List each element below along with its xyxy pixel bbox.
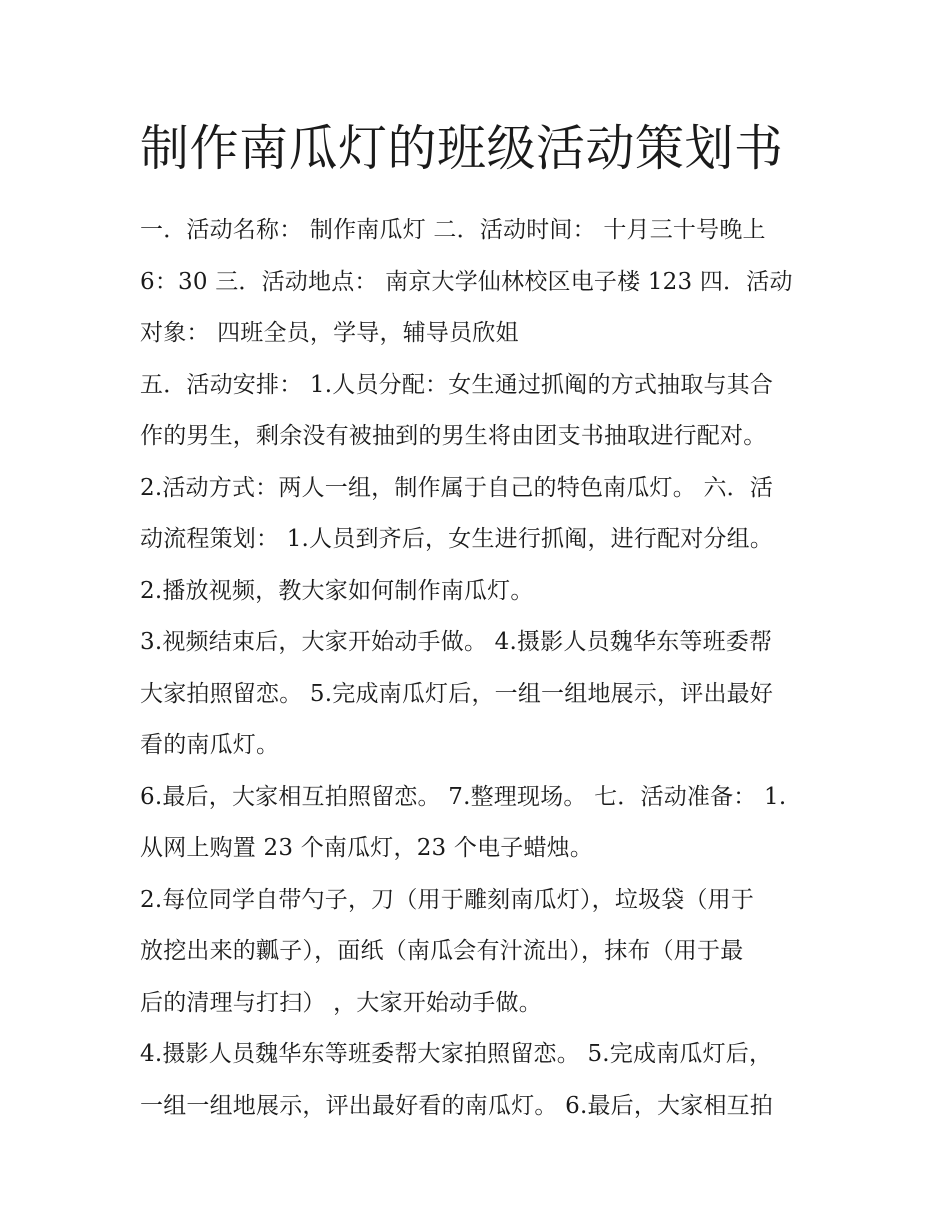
- body-line: 6：30 三．活动地点： 南京大学仙林校区电子楼 123 四．活动: [140, 268, 793, 295]
- body-line: 对象： 四班全员，学导，辅导员欣姐: [140, 320, 519, 346]
- body-line: 4.摄影人员魏华东等班委帮大家拍照留恋。 5.完成南瓜灯后，: [140, 1041, 773, 1067]
- body-line: 6.最后，大家相互拍照留恋。 7.整理现场。 七．活动准备： 1.: [140, 783, 787, 810]
- body-line: 作的男生，剩余没有被抽到的男生将由团支书抽取进行配对。: [140, 423, 767, 449]
- body-line: 看的南瓜灯。: [140, 732, 280, 758]
- body-line: 放挖出来的瓤子），面纸（南瓜会有汁流出），抹布（用于最: [140, 938, 744, 964]
- document-content: [140, 118, 815, 1132]
- body-line: 2.播放视频，教大家如何制作南瓜灯。: [140, 577, 534, 604]
- body-line: 从网上购置 23 个南瓜灯，23 个电子蜡烛。: [140, 835, 594, 861]
- body-line: 五．活动安排： 1.人员分配：女生通过抓阄的方式抽取与其合: [140, 371, 774, 398]
- body-line: 2.每位同学自带勺子，刀（用于雕刻南瓜灯），垃圾袋（用于: [140, 886, 755, 913]
- body-line: 后的清理与打扫） ，大家开始动手做。: [140, 989, 542, 1016]
- body-line: 大家拍照留恋。 5.完成南瓜灯后，一组一组地展示，评出最好: [140, 680, 774, 707]
- body-line: 一．活动名称： 制作南瓜灯 二．活动时间： 十月三十号晚上: [140, 217, 766, 243]
- body-line: 动流程策划： 1.人员到齐后，女生进行抓阄，进行配对分组。: [140, 526, 774, 552]
- document-body: [140, 205, 815, 1132]
- body-line: 一组一组地展示，评出最好看的南瓜灯。 6.最后，大家相互拍: [140, 1092, 774, 1119]
- body-line: 3.视频结束后，大家开始动手做。 4.摄影人员魏华东等班委帮: [140, 629, 773, 655]
- body-line: 2.活动方式：两人一组，制作属于自己的特色南瓜灯。 六．活: [140, 474, 774, 501]
- document-title: 制作南瓜灯的班级活动策划书: [140, 120, 784, 177]
